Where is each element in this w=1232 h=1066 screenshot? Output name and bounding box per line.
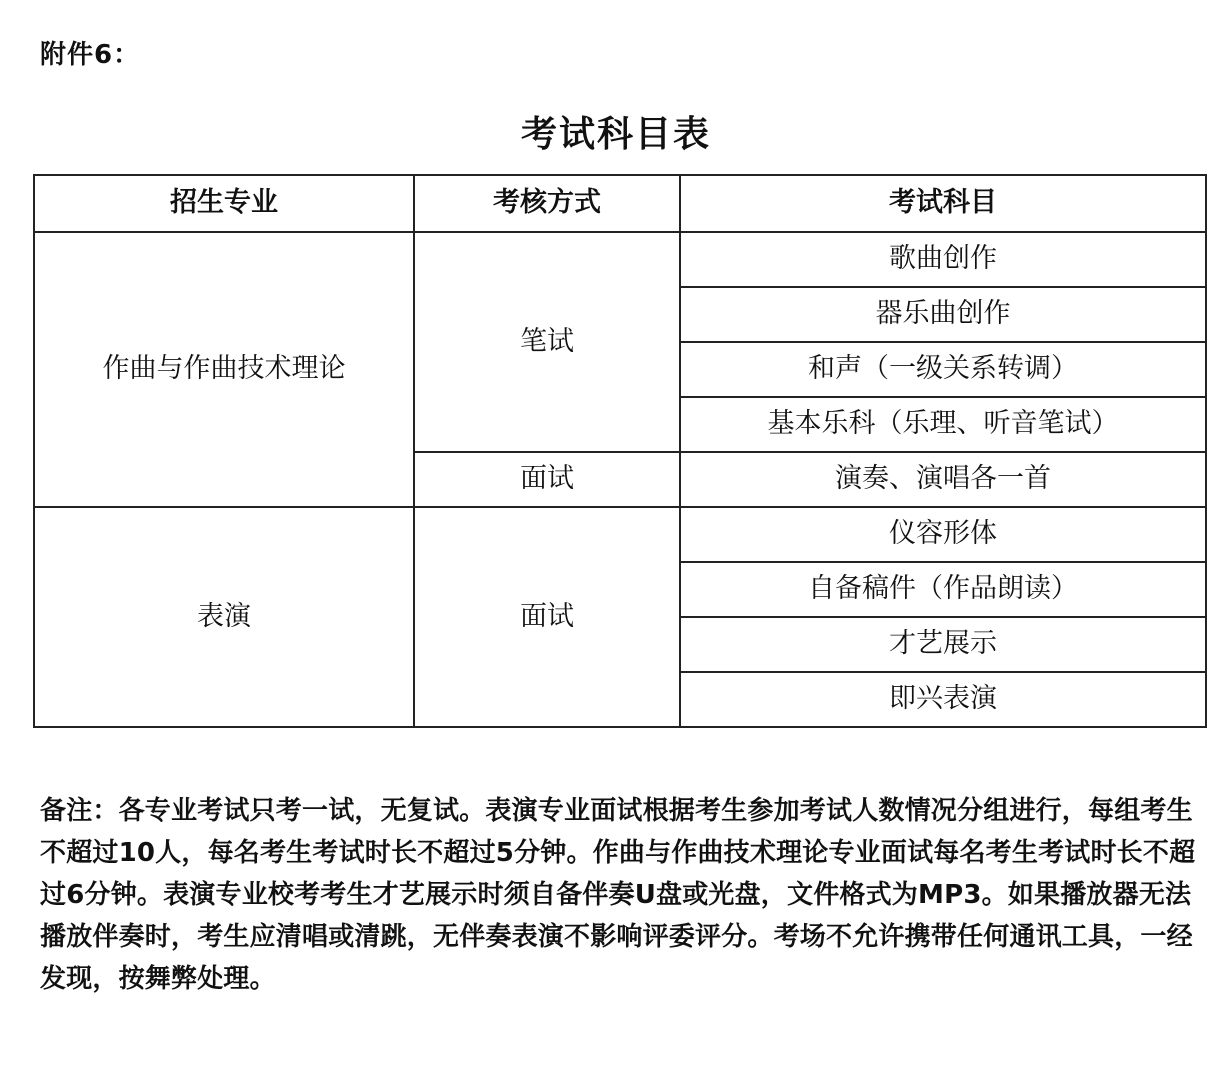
subject-cell: 器乐曲创作 <box>680 287 1206 342</box>
document-title: 考试科目表 <box>520 114 711 155</box>
subject-cell: 自备稿件（作品朗读） <box>680 562 1206 617</box>
table-row <box>34 232 1206 287</box>
major-cell: 表演 <box>34 507 414 727</box>
table-header-row <box>34 175 1206 232</box>
subject-cell: 即兴表演 <box>680 672 1206 727</box>
subject-cell: 歌曲创作 <box>680 232 1206 287</box>
method-cell: 面试 <box>414 452 680 507</box>
table-row <box>34 507 1206 562</box>
column-header-subject: 考试科目 <box>680 175 1206 232</box>
subject-cell: 基本乐科（乐理、听音笔试） <box>680 397 1206 452</box>
method-cell: 笔试 <box>414 232 680 452</box>
subject-cell: 演奏、演唱各一首 <box>680 452 1206 507</box>
major-cell: 作曲与作曲技术理论 <box>34 232 414 507</box>
remarks-note: 备注：各专业考试只考一试，无复试。表演专业面试根据考生参加考试人数情况分组进行，每组考生不超过10人，每名考生考试时长不超过5分钟。作曲与作曲技术理论专业面试每名考生考试时长不超过6分钟。表演专业校考考生才艺展示时须自备伴奏U盘或光盘，文件格式为MP3。如果播放器无法播放伴奏时，考生应清唱或清跳，无伴奏表演不影响评委评分。考场不允许携带任何通讯工具，一经发现，按舞弊处理。 <box>40 796 1196 994</box>
subject-cell: 才艺展示 <box>680 617 1206 672</box>
column-header-major: 招生专业 <box>34 175 414 232</box>
attachment-label: 附件6： <box>40 40 141 70</box>
subject-cell: 仪容形体 <box>680 507 1206 562</box>
exam-subjects-table <box>33 174 1207 728</box>
subject-cell: 和声（一级关系转调） <box>680 342 1206 397</box>
method-cell: 面试 <box>414 507 680 727</box>
column-header-method: 考核方式 <box>414 175 680 232</box>
